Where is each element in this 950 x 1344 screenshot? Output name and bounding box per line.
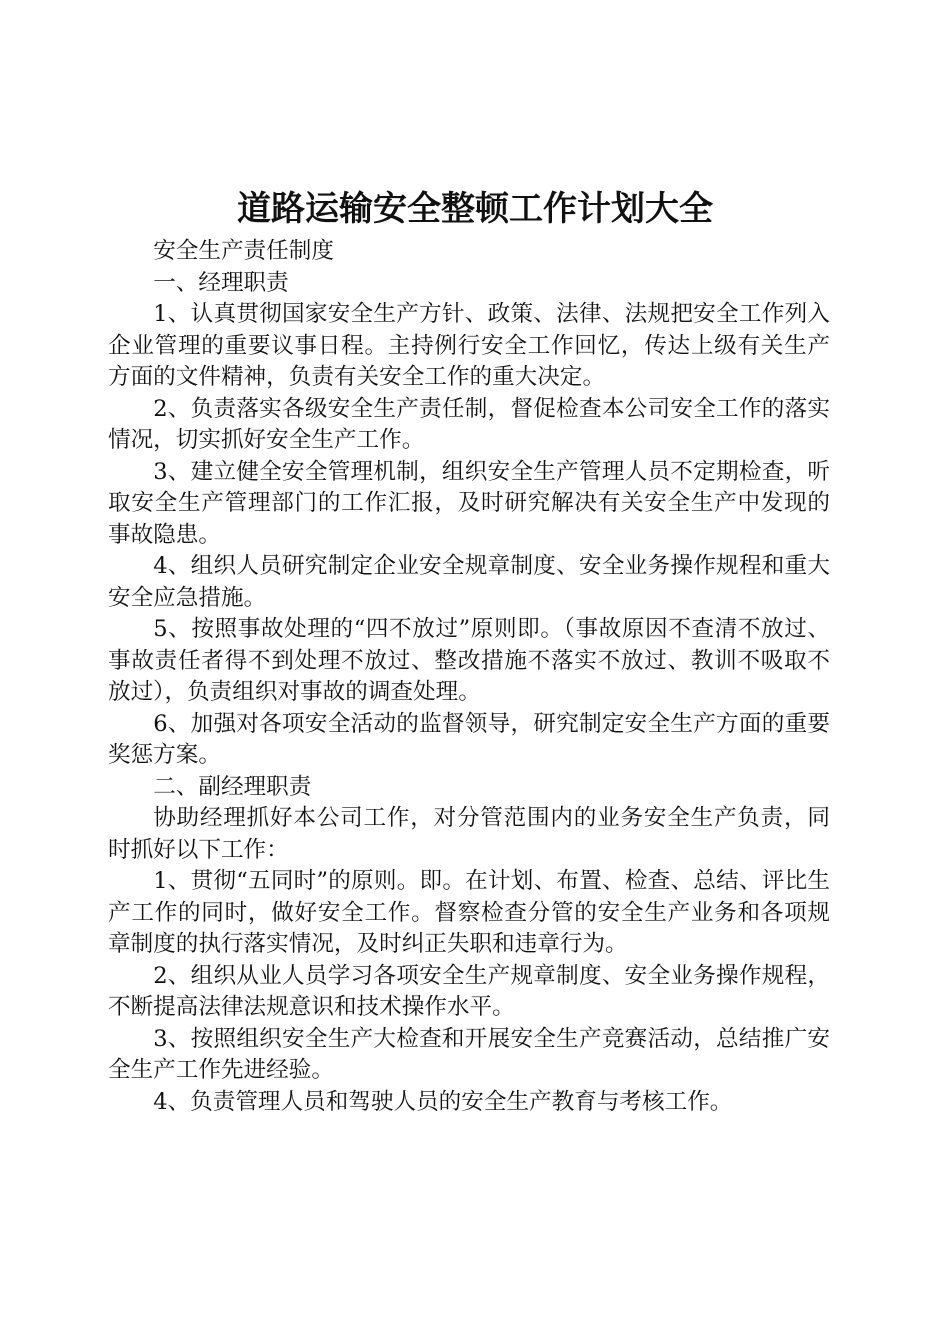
paragraph: 1、认真贯彻国家安全生产方针、政策、法律、法规把安全工作列入企业管理的重要议事日程。主持例行安全工作回忆，传达上级有关生产方面的文件精神，负责有关安全工作的重大决定。	[108, 301, 830, 390]
paragraph: 2、负责落实各级安全生产责任制，督促检查本公司安全工作的落实情况，切实抓好安全生产工作。	[108, 395, 830, 453]
paragraph: 4、组织人员研究制定企业安全规章制度、安全业务操作规程和重大安全应急措施。	[108, 553, 830, 611]
paragraph: 5、按照事故处理的“四不放过”原则即。（事故原因不查清不放过、事故责任者得不到处理不放过、整改措施不落实不放过、教训不吸取不放过），负责组织对事故的调查处理。	[108, 616, 830, 705]
section-heading: 安全生产责任制度	[153, 238, 334, 264]
paragraph: 协助经理抓好本公司工作，对分管范围内的业务安全生产负责，同时抓好以下工作：	[108, 805, 830, 863]
paragraph: 3、按照组织安全生产大检查和开展安全生产竞赛活动，总结推广安全生产工作先进经验。	[108, 1025, 830, 1083]
paragraph: 3、建立健全安全管理机制，组织安全生产管理人员不定期检查，听取安全生产管理部门的工作汇报，及时研究解决有关安全生产中发现的事故隐患。	[108, 458, 830, 548]
paragraph: 4、负责管理人员和驾驶人员的安全生产教育与考核工作。	[153, 1088, 733, 1115]
document-body	[108, 236, 830, 1118]
paragraph: 2、组织从业人员学习各项安全生产规章制度、安全业务操作规程，不断提高法律法规意识和技术操作水平。	[108, 962, 830, 1020]
subsection-heading: 一、经理职责	[153, 269, 289, 296]
subsection-heading: 二、副经理职责	[153, 773, 312, 800]
document-title: 道路运输安全整顿工作计划大全	[237, 189, 713, 229]
paragraph: 6、加强对各项安全活动的监督领导，研究制定安全生产方面的重要奖惩方案。	[108, 710, 830, 768]
paragraph: 1、贯彻“五同时”的原则。即。在计划、布置、检查、总结、评比生产工作的同时，做好安全工作。督察检查分管的安全生产业务和各项规章制度的执行落实情况，及时纠正失职和违章行为。	[108, 868, 830, 957]
